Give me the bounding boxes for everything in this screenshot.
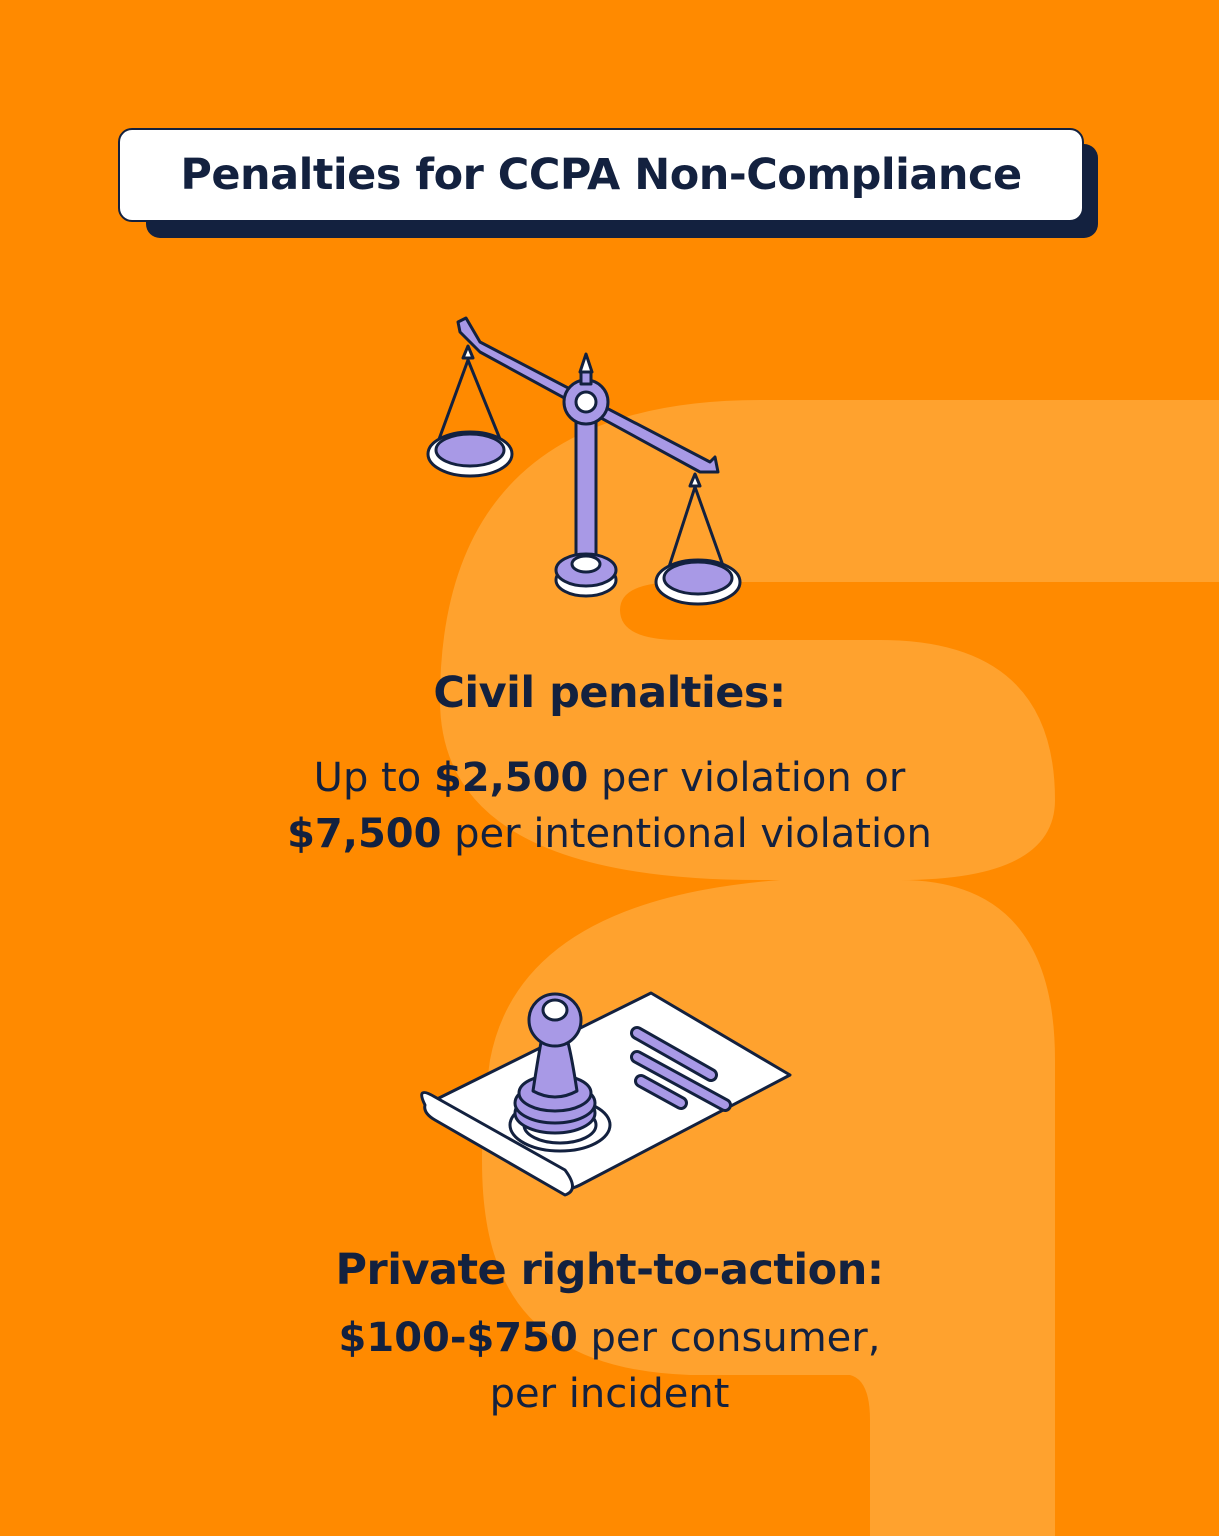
civil-line-1: Up to $2,500 per violation or: [313, 755, 906, 801]
private-line-2: per incident: [489, 1371, 730, 1417]
section-body-civil: [0, 750, 1219, 862]
section-body-private: [0, 1310, 1219, 1422]
private-line-1: $100-$750 per consumer,: [338, 1315, 881, 1361]
civil-line-2: $7,500 per intentional violation: [287, 811, 932, 857]
page-title: Penalties for CCPA Non-Compliance: [118, 128, 1084, 222]
document-stamp-icon: [415, 985, 800, 1205]
section-heading-civil: Civil penalties:: [433, 668, 786, 718]
scales-of-justice-icon: [420, 312, 750, 622]
section-heading-private: Private right-to-action:: [335, 1245, 884, 1295]
title-card: [118, 128, 1084, 222]
